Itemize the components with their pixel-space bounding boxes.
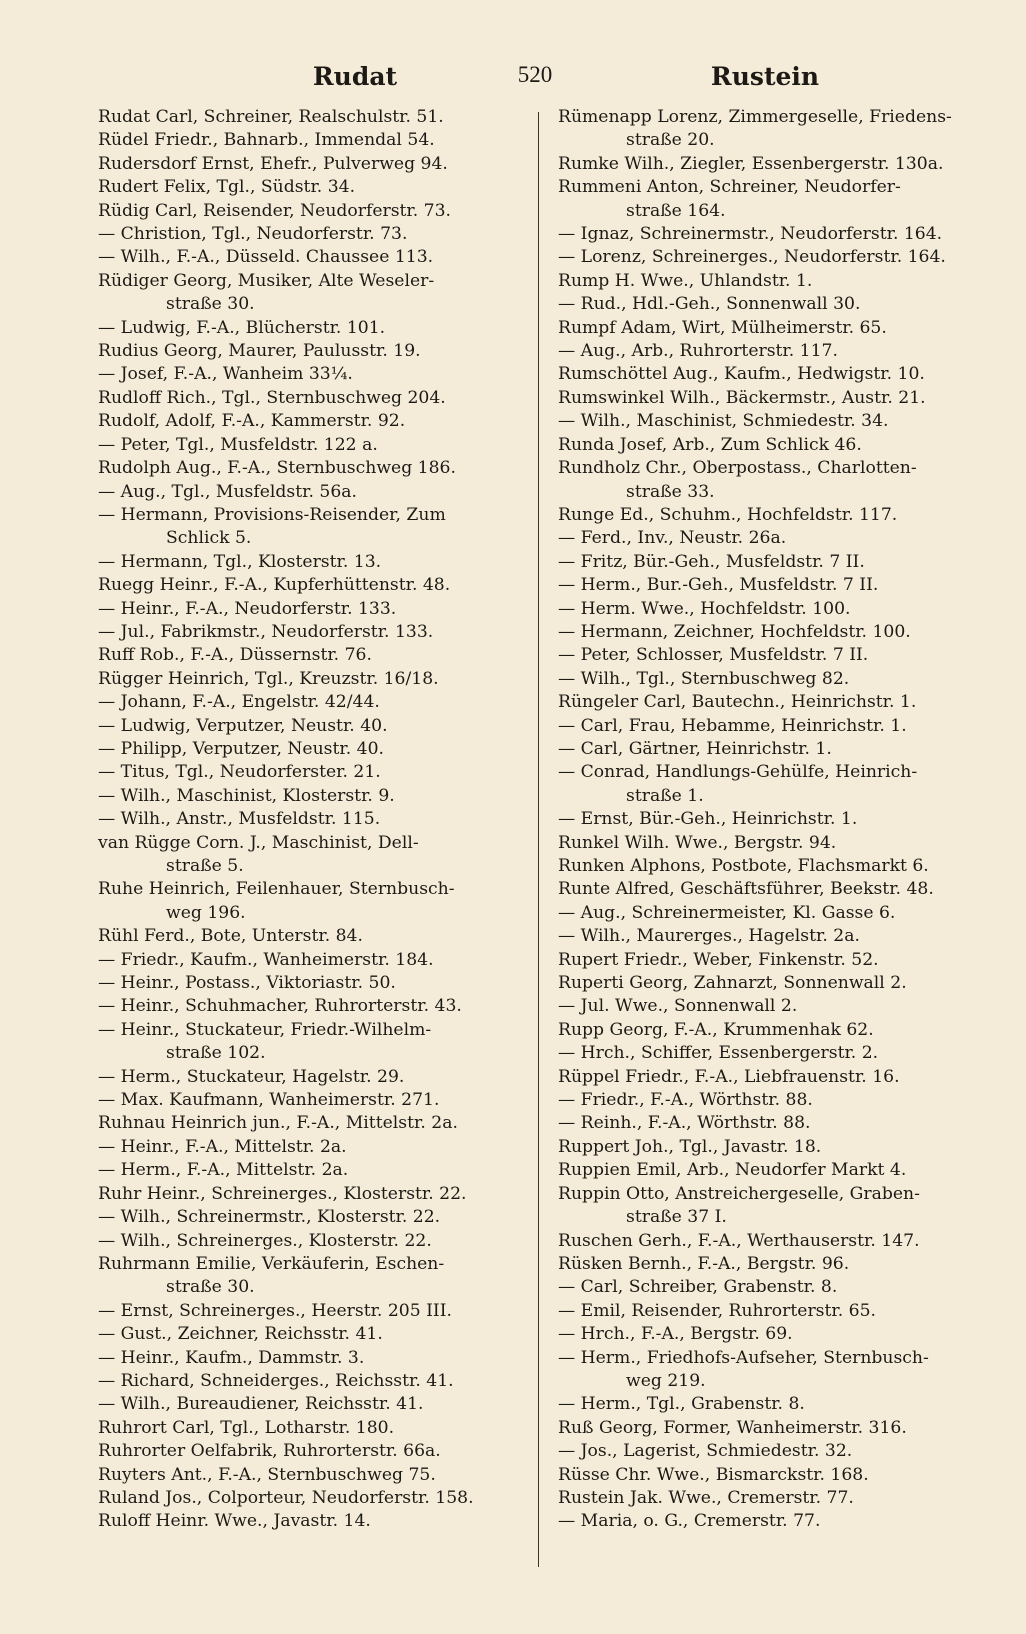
- directory-entry: — Peter, Schlosser, Musfeldstr. 7 II.: [558, 645, 869, 666]
- directory-entry-continuation: straße 5.: [166, 856, 244, 876]
- directory-entry: — Wilh., Maurerges., Hagelstr. 2a.: [558, 926, 860, 947]
- directory-entry-continuation: straße 102.: [166, 1043, 266, 1064]
- directory-entry-continuation: straße 30.: [166, 294, 255, 315]
- directory-entry: Rüdig Carl, Reisender, Neudorferstr. 73.: [98, 200, 452, 221]
- directory-entry: Ruperti Georg, Zahnarzt, Sonnenwall 2.: [558, 973, 907, 994]
- left-column: [98, 106, 516, 1534]
- directory-entry: Runken Alphons, Postbote, Flachsmarkt 6.: [558, 856, 929, 876]
- directory-entry: Rudloff Rich., Tgl., Sternbuschweg 204.: [98, 387, 446, 408]
- directory-entry: Rüsken Bernh., F.-A., Bergstr. 96.: [558, 1253, 850, 1274]
- directory-entry: Rupert Friedr., Weber, Finkenstr. 52.: [558, 949, 879, 970]
- directory-entry: — Philipp, Verputzer, Neustr. 40.: [98, 738, 384, 759]
- directory-entry: — Heinr., F.-A., Mittelstr. 2a.: [98, 1136, 347, 1157]
- directory-entry: — Ernst, Schreinerges., Heerstr. 205 III.: [98, 1300, 452, 1321]
- directory-entry: Ruppert Joh., Tgl., Javastr. 18.: [558, 1136, 822, 1157]
- directory-entry: — Jul., Fabrikmstr., Neudorferstr. 133.: [98, 621, 434, 642]
- directory-entry: Rumswinkel Wilh., Bäckermstr., Austr. 21.: [558, 387, 926, 408]
- directory-entry: Runge Ed., Schuhm., Hochfeldstr. 117.: [558, 504, 898, 525]
- column-divider: [538, 112, 539, 1567]
- directory-entry: — Heinr., F.-A., Neudorferstr. 133.: [98, 598, 397, 619]
- directory-entry: Rüsse Chr. Wwe., Bismarckstr. 168.: [558, 1464, 869, 1485]
- directory-entry: — Reinh., F.-A., Wörthstr. 88.: [558, 1113, 811, 1134]
- directory-entry: — Wilh., Anstr., Musfeldstr. 115.: [98, 809, 381, 830]
- directory-entry: — Aug., Tgl., Musfeldstr. 56a.: [98, 481, 357, 502]
- directory-entry: — Josef, F.-A., Wanheim 33¼.: [98, 364, 353, 385]
- running-head-left: Rudat: [312, 62, 398, 91]
- directory-entry: — Peter, Tgl., Musfeldstr. 122 a.: [98, 434, 378, 455]
- directory-entry: — Wilh., Schreinerges., Klosterstr. 22.: [98, 1230, 432, 1251]
- directory-entry: — Wilh., Maschinist, Klosterstr. 9.: [98, 785, 395, 806]
- directory-entry: — Friedr., F.-A., Wörthstr. 88.: [558, 1090, 813, 1111]
- directory-entry: — Aug., Arb., Ruhrorterstr. 117.: [558, 341, 838, 362]
- directory-entry: — Wilh., Maschinist, Schmiedestr. 34.: [558, 411, 889, 432]
- directory-entry: Rügger Heinrich, Tgl., Kreuzstr. 16/18.: [98, 668, 439, 689]
- directory-entry: — Herm., Stuckateur, Hagelstr. 29.: [98, 1066, 405, 1087]
- page-number: 520: [517, 62, 553, 87]
- directory-entry: Rudius Georg, Maurer, Paulusstr. 19.: [98, 341, 421, 362]
- directory-entry-continuation: weg 196.: [166, 902, 246, 923]
- directory-entry: — Titus, Tgl., Neudorferster. 21.: [98, 762, 381, 783]
- directory-entry: — Heinr., Stuckateur, Friedr.-Wilhelm-: [98, 1019, 432, 1040]
- running-head-right: Rustein: [710, 62, 820, 91]
- directory-entry: — Carl, Gärtner, Heinrichstr. 1.: [558, 738, 832, 759]
- directory-entry: Rundholz Chr., Oberpostass., Charlotten-: [558, 458, 917, 479]
- directory-entry: — Conrad, Handlungs-Gehülfe, Heinrich-: [558, 762, 918, 783]
- directory-entry: — Wilh., F.-A., Düsseld. Chaussee 113.: [98, 247, 434, 268]
- directory-entry: Rump H. Wwe., Uhlandstr. 1.: [558, 270, 813, 291]
- directory-entry: Runda Josef, Arb., Zum Schlick 46.: [558, 434, 862, 455]
- directory-entry-continuation: straße 164.: [626, 200, 726, 221]
- directory-entry: — Herm., Tgl., Grabenstr. 8.: [558, 1394, 805, 1415]
- directory-entry: Rudert Felix, Tgl., Südstr. 34.: [98, 177, 356, 198]
- directory-entry: Ruhrort Carl, Tgl., Lotharstr. 180.: [98, 1417, 395, 1438]
- directory-entry: — Ludwig, F.-A., Blücherstr. 101.: [98, 317, 386, 338]
- directory-entry: Ruland Jos., Colporteur, Neudorferstr. 158.: [98, 1487, 474, 1508]
- directory-entry: Ruhe Heinrich, Feilenhauer, Sternbusch-: [98, 879, 455, 900]
- directory-entry: — Gust., Zeichner, Reichsstr. 41.: [98, 1324, 383, 1345]
- directory-entry: — Heinr., Schuhmacher, Ruhrorterstr. 43.: [98, 996, 462, 1017]
- directory-entry: Ruloff Heinr. Wwe., Javastr. 14.: [98, 1511, 371, 1532]
- directory-entry: Rudolph Aug., F.-A., Sternbuschweg 186.: [98, 458, 456, 479]
- directory-entry-continuation: straße 20.: [626, 130, 715, 151]
- directory-entry: — Richard, Schneiderges., Reichsstr. 41.: [98, 1370, 454, 1391]
- directory-entry: — Herm., Friedhofs-Aufseher, Sternbusch-: [558, 1347, 929, 1368]
- directory-entry-continuation: straße 30.: [166, 1277, 255, 1298]
- directory-entry-continuation: straße 37 I.: [626, 1207, 727, 1228]
- directory-entry: — Carl, Schreiber, Grabenstr. 8.: [558, 1277, 838, 1298]
- directory-entry: — Heinr., Postass., Viktoriastr. 50.: [98, 973, 396, 994]
- directory-entry: — Wilh., Schreinermstr., Klosterstr. 22.: [98, 1207, 441, 1228]
- directory-entry: — Hermann, Tgl., Klosterstr. 13.: [98, 551, 382, 572]
- directory-entry: — Fritz, Bür.-Geh., Musfeldstr. 7 II.: [558, 551, 865, 572]
- directory-entry: — Hrch., F.-A., Bergstr. 69.: [558, 1324, 793, 1345]
- directory-entry: Rudat Carl, Schreiner, Realschulstr. 51.: [98, 107, 444, 127]
- directory-entry: — Heinr., Kaufm., Dammstr. 3.: [98, 1347, 365, 1368]
- directory-entry: — Ludwig, Verputzer, Neustr. 40.: [98, 715, 388, 736]
- directory-entry: Rumke Wilh., Ziegler, Essenbergerstr. 130a.: [558, 153, 944, 174]
- directory-entry: Ruff Rob., F.-A., Düssernstr. 76.: [98, 645, 372, 666]
- directory-entry: Ruhr Heinr., Schreinerges., Klosterstr. 22.: [98, 1183, 467, 1204]
- directory-entry: Runkel Wilh. Wwe., Bergstr. 94.: [558, 832, 837, 853]
- directory-entry: Ruhrmann Emilie, Verkäuferin, Eschen-: [98, 1253, 445, 1274]
- directory-entry: — Ernst, Bür.-Geh., Heinrichstr. 1.: [558, 809, 858, 830]
- directory-entry: — Hermann, Provisions-Reisender, Zum: [98, 504, 446, 525]
- directory-entry: — Friedr., Kaufm., Wanheimerstr. 184.: [98, 949, 434, 970]
- directory-entry-continuation: straße 1.: [626, 785, 704, 806]
- directory-entry: Ruschen Gerh., F.-A., Werthauserstr. 147.: [558, 1230, 920, 1251]
- directory-entry: — Aug., Schreinermeister, Kl. Gasse 6.: [558, 902, 896, 923]
- directory-entry: Rüdiger Georg, Musiker, Alte Weseler-: [98, 270, 435, 291]
- directory-entry: — Ignaz, Schreinermstr., Neudorferstr. 164.: [558, 224, 943, 245]
- directory-entry: — Wilh., Tgl., Sternbuschweg 82.: [558, 668, 850, 689]
- directory-entry: Rumpf Adam, Wirt, Mülheimerstr. 65.: [558, 317, 887, 338]
- directory-entry: — Ferd., Inv., Neustr. 26a.: [558, 528, 787, 549]
- directory-entry: Ruegg Heinr., F.-A., Kupferhüttenstr. 48.: [98, 575, 451, 596]
- directory-entry: Ruyters Ant., F.-A., Sternbuschweg 75.: [98, 1464, 436, 1485]
- directory-entry-continuation: weg 219.: [626, 1370, 706, 1391]
- directory-entry: Rümenapp Lorenz, Zimmergeselle, Friedens-: [558, 107, 952, 127]
- directory-entry: Rühl Ferd., Bote, Unterstr. 84.: [98, 926, 363, 947]
- directory-entry: Rüdel Friedr., Bahnarb., Immendal 54.: [98, 130, 435, 151]
- directory-entry: — Jos., Lagerist, Schmiedestr. 32.: [558, 1441, 853, 1462]
- directory-entry: — Rud., Hdl.-Geh., Sonnenwall 30.: [558, 294, 861, 315]
- directory-entry: Ruhnau Heinrich jun., F.-A., Mittelstr. 2a.: [98, 1113, 458, 1134]
- directory-entry: — Lorenz, Schreinerges., Neudorferstr. 164.: [558, 247, 946, 268]
- directory-entry: — Hrch., Schiffer, Essenbergerstr. 2.: [558, 1043, 879, 1064]
- directory-entry: Rumschöttel Aug., Kaufm., Hedwigstr. 10.: [558, 364, 925, 385]
- directory-entry-continuation: straße 33.: [626, 481, 715, 502]
- directory-entry: — Herm., Bur.-Geh., Musfeldstr. 7 II.: [558, 575, 879, 596]
- directory-entry: — Max. Kaufmann, Wanheimerstr. 271.: [98, 1090, 440, 1111]
- directory-entry: Rudersdorf Ernst, Ehefr., Pulverweg 94.: [98, 153, 448, 174]
- directory-entry: — Herm. Wwe., Hochfeldstr. 100.: [558, 598, 851, 619]
- directory-entry: — Christion, Tgl., Neudorferstr. 73.: [98, 224, 408, 245]
- directory-entry: — Hermann, Zeichner, Hochfeldstr. 100.: [558, 621, 911, 642]
- directory-entry: — Carl, Frau, Hebamme, Heinrichstr. 1.: [558, 715, 907, 736]
- directory-entry: Rustein Jak. Wwe., Cremerstr. 77.: [558, 1487, 854, 1508]
- directory-entry: Rüppel Friedr., F.-A., Liebfrauenstr. 16.: [558, 1066, 900, 1087]
- directory-entry: — Jul. Wwe., Sonnenwall 2.: [558, 996, 798, 1017]
- directory-entry: — Johann, F.-A., Engelstr. 42/44.: [98, 692, 380, 713]
- directory-entry: van Rügge Corn. J., Maschinist, Dell-: [98, 832, 419, 853]
- directory-entry: Rummeni Anton, Schreiner, Neudorfer-: [558, 177, 901, 198]
- right-column: [558, 106, 996, 1534]
- directory-entry: Rupp Georg, F.-A., Krummenhak 62.: [558, 1019, 874, 1040]
- directory-entry: — Herm., F.-A., Mittelstr. 2a.: [98, 1160, 349, 1181]
- directory-entry: Rudolf, Adolf, F.-A., Kammerstr. 92.: [98, 411, 406, 432]
- directory-entry: — Wilh., Bureaudiener, Reichsstr. 41.: [98, 1394, 424, 1415]
- directory-entry: — Emil, Reisender, Ruhrorterstr. 65.: [558, 1300, 876, 1321]
- directory-entry: Rüngeler Carl, Bautechn., Heinrichstr. 1.: [558, 692, 917, 713]
- directory-entry: Ruß Georg, Former, Wanheimerstr. 316.: [558, 1417, 907, 1438]
- directory-entry: Ruppin Otto, Anstreichergeselle, Graben-: [558, 1183, 920, 1204]
- directory-entry: Ruppien Emil, Arb., Neudorfer Markt 4.: [558, 1160, 907, 1181]
- directory-entry: Runte Alfred, Geschäftsführer, Beekstr. 48.: [558, 879, 934, 900]
- directory-entry-continuation: Schlick 5.: [166, 528, 252, 549]
- directory-entry: Ruhrorter Oelfabrik, Ruhrorterstr. 66a.: [98, 1441, 441, 1462]
- directory-entry: — Maria, o. G., Cremerstr. 77.: [558, 1511, 821, 1532]
